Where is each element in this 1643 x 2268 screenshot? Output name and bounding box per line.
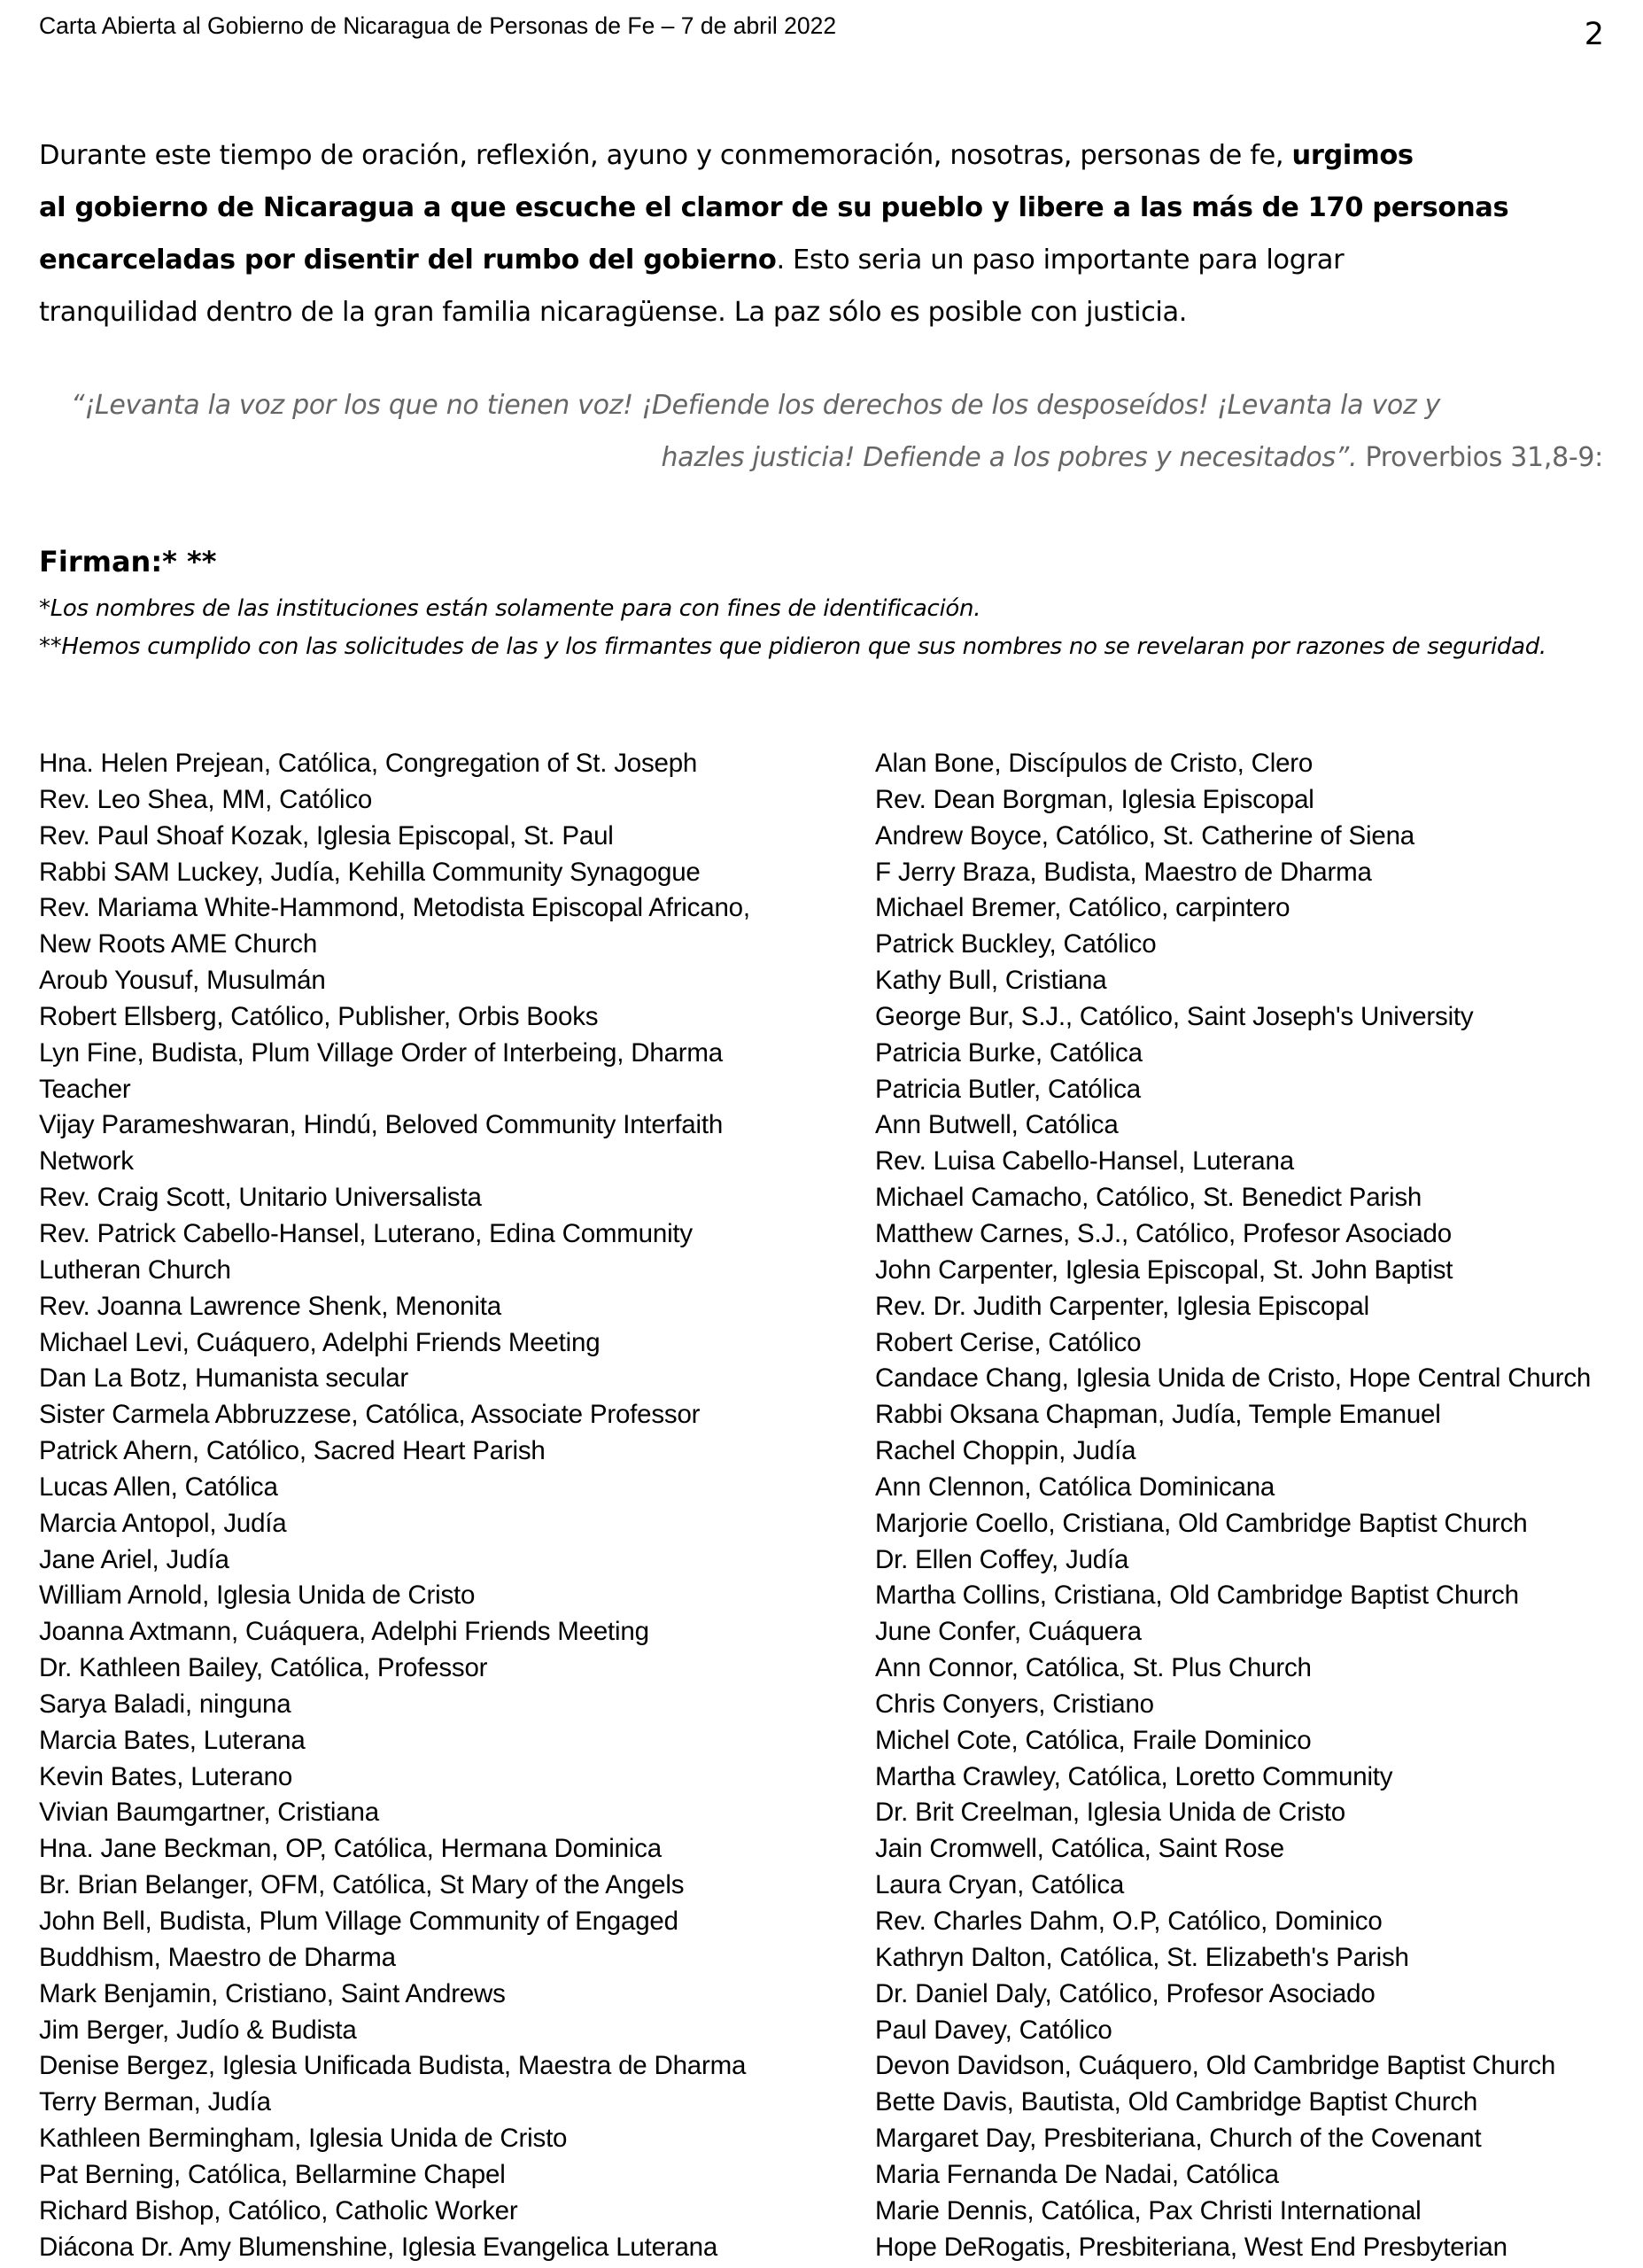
signer-entry: John Carpenter, Iglesia Episcopal, St. John Baptist — [875, 1254, 1453, 1285]
signer-entry: John Bell, Budista, Plum Village Community of Engaged — [39, 1907, 678, 1936]
quote-source: Proverbios 31,8-9: — [1357, 442, 1603, 473]
signer-entry: Vijay Parameshwaran, Hindú, Beloved Community Interfaith — [39, 1110, 724, 1140]
signer-entry: Network — [39, 1146, 134, 1177]
signer-entry: Patrick Buckley, Católico — [875, 929, 1157, 959]
signer-entry: Michel Cote, Católica, Fraile Dominico — [875, 1725, 1312, 1755]
signer-entry: Ann Clennon, Católica Dominicana — [875, 1472, 1275, 1502]
intro-bold-2: al gobierno de Nicaragua a que escuche el clamor de su pueblo y libere a las más de 170 personas — [39, 192, 1509, 223]
signer-entry: Hna. Helen Prejean, Católica, Congregation of St. Joseph — [39, 749, 698, 778]
signer-entry: Teacher — [39, 1074, 131, 1104]
signer-entry: Dan La Botz, Humanista secular — [39, 1363, 409, 1394]
signer-entry: Lyn Fine, Budista, Plum Village Order of Interbeing, Dharma — [39, 1037, 723, 1068]
signer-entry: Ann Butwell, Católica — [875, 1110, 1119, 1140]
intro-text-after: . Esto seria un paso importante para lograr — [776, 245, 1345, 276]
signer-entry: Joanna Axtmann, Cuáquera, Adelphi Friends Meeting — [39, 1617, 649, 1647]
signer-entry: Chris Conyers, Cristiano — [875, 1689, 1154, 1719]
signer-entry: Marie Dennis, Católica, Pax Christi International — [875, 2195, 1422, 2225]
signer-entry: Jim Berger, Judío & Budista — [39, 2015, 357, 2045]
signer-entry: Rev. Dean Borgman, Iglesia Episcopal — [875, 784, 1314, 814]
signer-entry: Hna. Jane Beckman, OP, Católica, Hermana Dominica — [39, 1834, 662, 1864]
signer-entry: Dr. Ellen Coffey, Judía — [875, 1544, 1129, 1574]
signer-entry: Laura Cryan, Católica — [875, 1870, 1125, 1900]
signer-entry: Michael Bremer, Católico, carpintero — [875, 893, 1290, 923]
signer-entry: Rev. Patrick Cabello-Hansel, Luterano, Edina Community — [39, 1218, 693, 1248]
signer-entry: Aroub Yousuf, Musulmán — [39, 966, 326, 996]
signer-entry: Mark Benjamin, Cristiano, Saint Andrews — [39, 1978, 506, 2008]
signer-entry: Rev. Joanna Lawrence Shenk, Menonita — [39, 1291, 501, 1321]
signer-entry: Alan Bone, Discípulos de Cristo, Clero — [875, 749, 1314, 778]
header-title: Carta Abierta al Gobierno de Nicaragua de Personas de Fe – 7 de abril 2022 — [39, 12, 837, 39]
signer-entry: Martha Collins, Cristiana, Old Cambridge Baptist Church — [875, 1581, 1519, 1611]
signer-entry: Candace Chang, Iglesia Unida de Cristo, Hope Central Church — [875, 1363, 1592, 1394]
signer-entry: Hope DeRogatis, Presbiteriana, West End Presbyterian — [875, 2232, 1507, 2262]
signer-entry: Robert Ellsberg, Católico, Publisher, Orbis Books — [39, 1001, 599, 1031]
signer-entry: Lutheran Church — [39, 1254, 231, 1285]
signer-entry: Buddhism, Maestro de Dharma — [39, 1942, 396, 1972]
signer-entry: Devon Davidson, Cuáquero, Old Cambridge Baptist Church — [875, 2051, 1556, 2081]
signer-entry: Rev. Luisa Cabello-Hansel, Luterana — [875, 1146, 1294, 1177]
signer-entry: Dr. Brit Creelman, Iglesia Unida de Cristo — [875, 1798, 1345, 1828]
signer-entry: Dr. Kathleen Bailey, Católica, Professor — [39, 1653, 488, 1683]
intro-text-last: tranquilidad dentro de la gran familia nicaragüense. La paz sólo es posible con justicia. — [39, 297, 1188, 328]
signer-entry: Jain Cromwell, Católica, Saint Rose — [875, 1834, 1284, 1864]
signer-entry: Maria Fernanda De Nadai, Católica — [875, 2159, 1279, 2189]
signer-entry: Rev. Craig Scott, Unitario Universalista — [39, 1183, 482, 1213]
signer-entry: Patricia Burke, Católica — [875, 1037, 1143, 1068]
quote-line-2: hazles justicia! Defiende a los pobres y necesitados”. — [661, 442, 1358, 473]
intro-text-before: Durante este tiempo de oración, reflexión, ayuno y conmemoración, nosotras, personas de fe, — [39, 140, 1292, 171]
note-anonymous: **Hemos cumplido con las solicitudes de las y los firmantes que pidieron que sus nombres no se revelaran por razones de seguridad. — [39, 633, 1546, 660]
signer-entry: Martha Crawley, Católica, Loretto Community — [875, 1761, 1393, 1791]
signer-entry: Robert Cerise, Católico — [875, 1327, 1142, 1357]
signer-entry: Denise Bergez, Iglesia Unificada Budista, Maestra de Dharma — [39, 2051, 747, 2081]
signer-entry: Marjorie Coello, Cristiana, Old Cambridge Baptist Church — [875, 1508, 1528, 1538]
signer-entry: Terry Berman, Judía — [39, 2087, 271, 2117]
signer-entry: Paul Davey, Católico — [875, 2015, 1112, 2045]
signer-entry: Kevin Bates, Luterano — [39, 1761, 293, 1791]
signer-entry: Rev. Paul Shoaf Kozak, Iglesia Episcopal, St. Paul — [39, 820, 614, 850]
signer-entry: Richard Bishop, Católico, Catholic Worker — [39, 2195, 518, 2225]
signer-entry: Bette Davis, Bautista, Old Cambridge Baptist Church — [875, 2087, 1478, 2117]
signer-entry: Diácona Dr. Amy Blumenshine, Iglesia Evangelica Luterana — [39, 2232, 718, 2262]
signer-entry: Rachel Choppin, Judía — [875, 1436, 1136, 1466]
signer-entry: Margaret Day, Presbiteriana, Church of the Covenant — [875, 2124, 1482, 2154]
signers-column-right — [875, 746, 1637, 2265]
signer-entry: Kathleen Bermingham, Iglesia Unida de Cristo — [39, 2124, 568, 2154]
signer-entry: Lucas Allen, Católica — [39, 1472, 278, 1502]
signer-entry: Pat Berning, Católica, Bellarmine Chapel — [39, 2159, 506, 2189]
signer-entry: Matthew Carnes, S.J., Católico, Profesor Asociado — [875, 1218, 1452, 1248]
signer-entry: F Jerry Braza, Budista, Maestro de Dharma — [875, 857, 1372, 887]
signer-entry: Br. Brian Belanger, OFM, Católica, St Mary of the Angels — [39, 1870, 685, 1900]
signer-entry: Rev. Charles Dahm, O.P, Católico, Dominico — [875, 1907, 1383, 1936]
intro-bold-3: encarceladas por disentir del rumbo del gobierno — [39, 245, 777, 276]
signer-entry: Jane Ariel, Judía — [39, 1544, 229, 1574]
signer-entry: Kathy Bull, Cristiana — [875, 966, 1107, 996]
signer-entry: Marcia Antopol, Judía — [39, 1508, 287, 1538]
signer-entry: Rev. Dr. Judith Carpenter, Iglesia Episcopal — [875, 1291, 1369, 1321]
intro-paragraph — [39, 129, 1607, 338]
signer-entry: Ann Connor, Católica, St. Plus Church — [875, 1653, 1312, 1683]
signer-entry: Sarya Baladi, ninguna — [39, 1689, 291, 1719]
quote-line-1: “¡Levanta la voz por los que no tienen voz! ¡Defiende los derechos de los desposeídos! ¡Levanta la voz y — [71, 390, 1441, 421]
signer-entry: June Confer, Cuáquera — [875, 1617, 1142, 1647]
signer-entry: Kathryn Dalton, Católica, St. Elizabeth's Parish — [875, 1942, 1409, 1972]
signer-entry: New Roots AME Church — [39, 929, 318, 959]
signer-entry: George Bur, S.J., Católico, Saint Joseph's University — [875, 1001, 1474, 1031]
signer-entry: Michael Levi, Cuáquero, Adelphi Friends Meeting — [39, 1327, 601, 1357]
signers-notes — [39, 590, 1616, 666]
note-institutions: *Los nombres de las instituciones están solamente para con fines de identificación. — [39, 595, 981, 622]
intro-bold-1: urgimos — [1291, 140, 1414, 171]
signer-entry: Rabbi Oksana Chapman, Judía, Temple Emanuel — [875, 1400, 1441, 1430]
signers-heading: Firman:* ** — [39, 545, 217, 579]
signer-entry: Vivian Baumgartner, Cristiana — [39, 1798, 379, 1828]
signer-entry: Patricia Butler, Católica — [875, 1074, 1141, 1104]
signer-entry: Michael Camacho, Católico, St. Benedict Parish — [875, 1183, 1422, 1213]
signer-entry: Rev. Leo Shea, MM, Católico — [39, 784, 373, 814]
signers-column-left — [39, 746, 836, 2265]
signer-entry: Marcia Bates, Luterana — [39, 1725, 306, 1755]
bible-quote — [71, 379, 1603, 484]
signer-entry: Rabbi SAM Luckey, Judía, Kehilla Community Synagogue — [39, 857, 701, 887]
signer-entry: Rev. Mariama White-Hammond, Metodista Episcopal Africano, — [39, 893, 750, 923]
signer-entry: Dr. Daniel Daly, Católico, Profesor Asociado — [875, 1978, 1376, 2008]
signer-entry: Andrew Boyce, Católico, St. Catherine of Siena — [875, 820, 1414, 850]
page-number: 2 — [1584, 17, 1604, 52]
signer-entry: William Arnold, Iglesia Unida de Cristo — [39, 1581, 476, 1611]
signer-entry: Sister Carmela Abbruzzese, Católica, Associate Professor — [39, 1400, 701, 1430]
signer-entry: Patrick Ahern, Católico, Sacred Heart Parish — [39, 1436, 546, 1466]
